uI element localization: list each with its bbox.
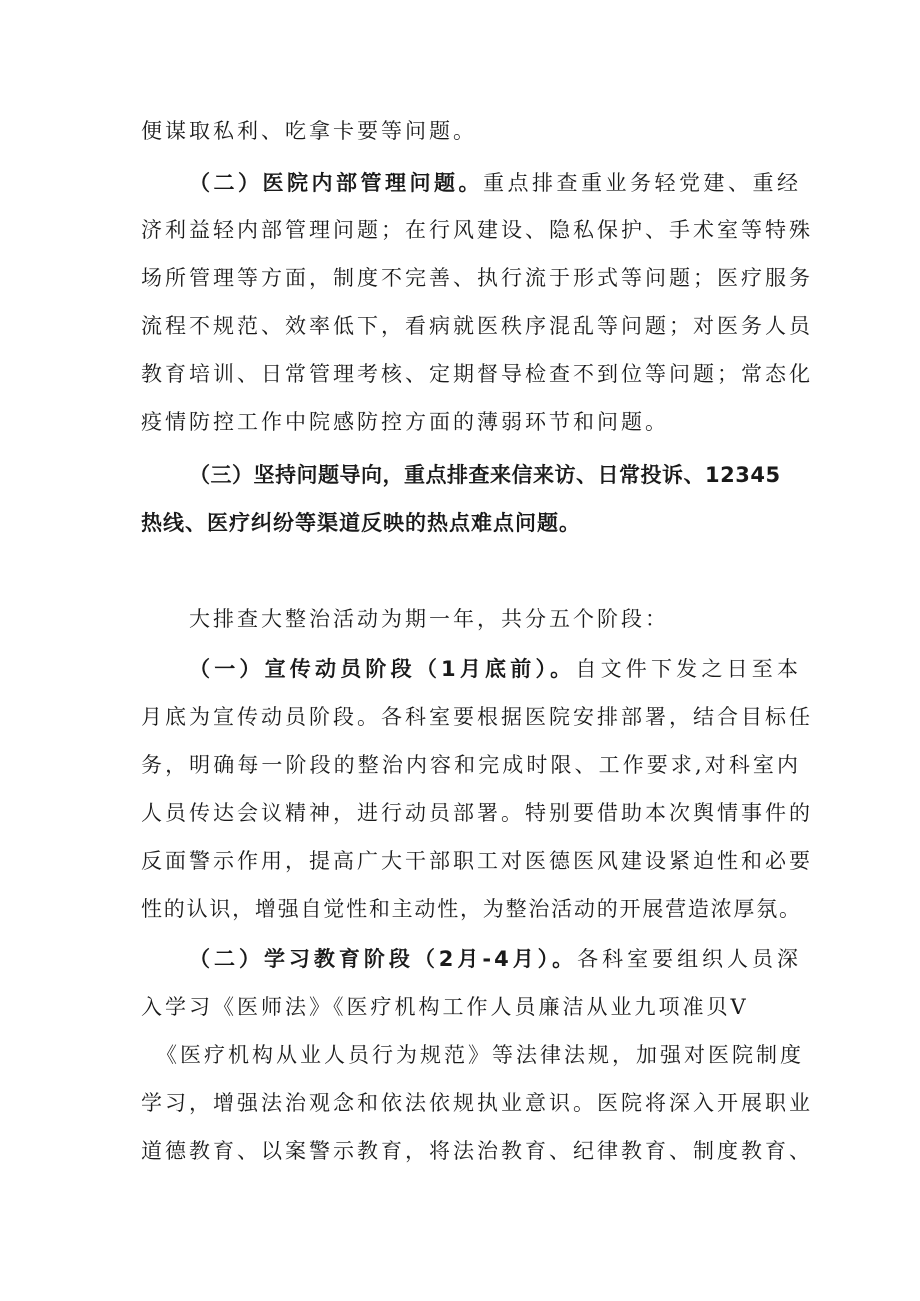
paragraph-line: 教育培训、日常管理考核、定期督导检查不到位等问题；常态化 [141, 362, 813, 386]
paragraph-line: 《医疗机构从业人员行为规范》等法律法规，加强对医院制度 [156, 1043, 804, 1067]
paragraph-line: 务，明确每一阶段的整治内容和完成时限、工作要求,对科室内 [141, 753, 801, 777]
bold-paragraph-line: 热线、医疗纠纷等渠道反映的热点难点问题。 [141, 511, 581, 535]
section-heading: （二）学习教育阶段（2月-4月）。 [189, 947, 578, 971]
paragraph-line: 性的认识，增强自觉性和主动性，为整治活动的开展营造浓厚氛。 [141, 897, 801, 921]
section-heading: （一）宣传动员阶段（1月底前）。 [189, 657, 576, 681]
paragraph-line [189, 655, 801, 683]
paragraph-line: 流程不规范、效率低下，看病就医秩序混乱等问题；对医务人员 [141, 314, 813, 338]
paragraph-text: 各科室要组织人员深 [577, 947, 801, 971]
paragraph-line: 济利益轻内部管理问题；在行风建设、隐私保护、手术室等特殊 [141, 218, 813, 242]
paragraph-line [189, 945, 801, 973]
paragraph-text: 自文件下发之日至本 [575, 657, 801, 681]
paragraph-line: 疫情防控工作中院感防控方面的薄弱环节和问题。 [141, 410, 669, 434]
paragraph-line: 月底为宣传动员阶段。各科室要根据医院安排部署，结合目标任 [141, 705, 813, 729]
paragraph-line: 入学习《医师法》《医疗机构工作人员廉洁从业九项准贝V [141, 995, 749, 1019]
paragraph-text: 重点排查重业务轻党建、重经 [483, 171, 801, 195]
paragraph-line: 便谋取私利、吃拿卡要等问题。 [141, 119, 477, 143]
section-heading: （二）医院内部管理问题。 [189, 171, 483, 195]
paragraph-line: 人员传达会议精神，进行动员部署。特别要借助本次舆情事件的 [141, 801, 813, 825]
bold-paragraph-line: （三）坚持问题导向，重点排查来信来访、日常投诉、12345 [189, 463, 781, 487]
paragraph-line: 道德教育、以案警示教育，将法治教育、纪律教育、制度教育、 [141, 1139, 813, 1163]
paragraph-line: 场所管理等方面，制度不完善、执行流于形式等问题；医疗服务 [141, 266, 813, 290]
paragraph-line: 反面警示作用，提高广大干部职工对医德医风建设紧迫性和必要 [141, 849, 813, 873]
paragraph-line: 大排查大整治活动为期一年，共分五个阶段： [189, 607, 669, 631]
paragraph-line: 学习，增强法治观念和依法依规执业意识。医院将深入开展职业 [141, 1091, 813, 1115]
paragraph-line [189, 169, 801, 197]
